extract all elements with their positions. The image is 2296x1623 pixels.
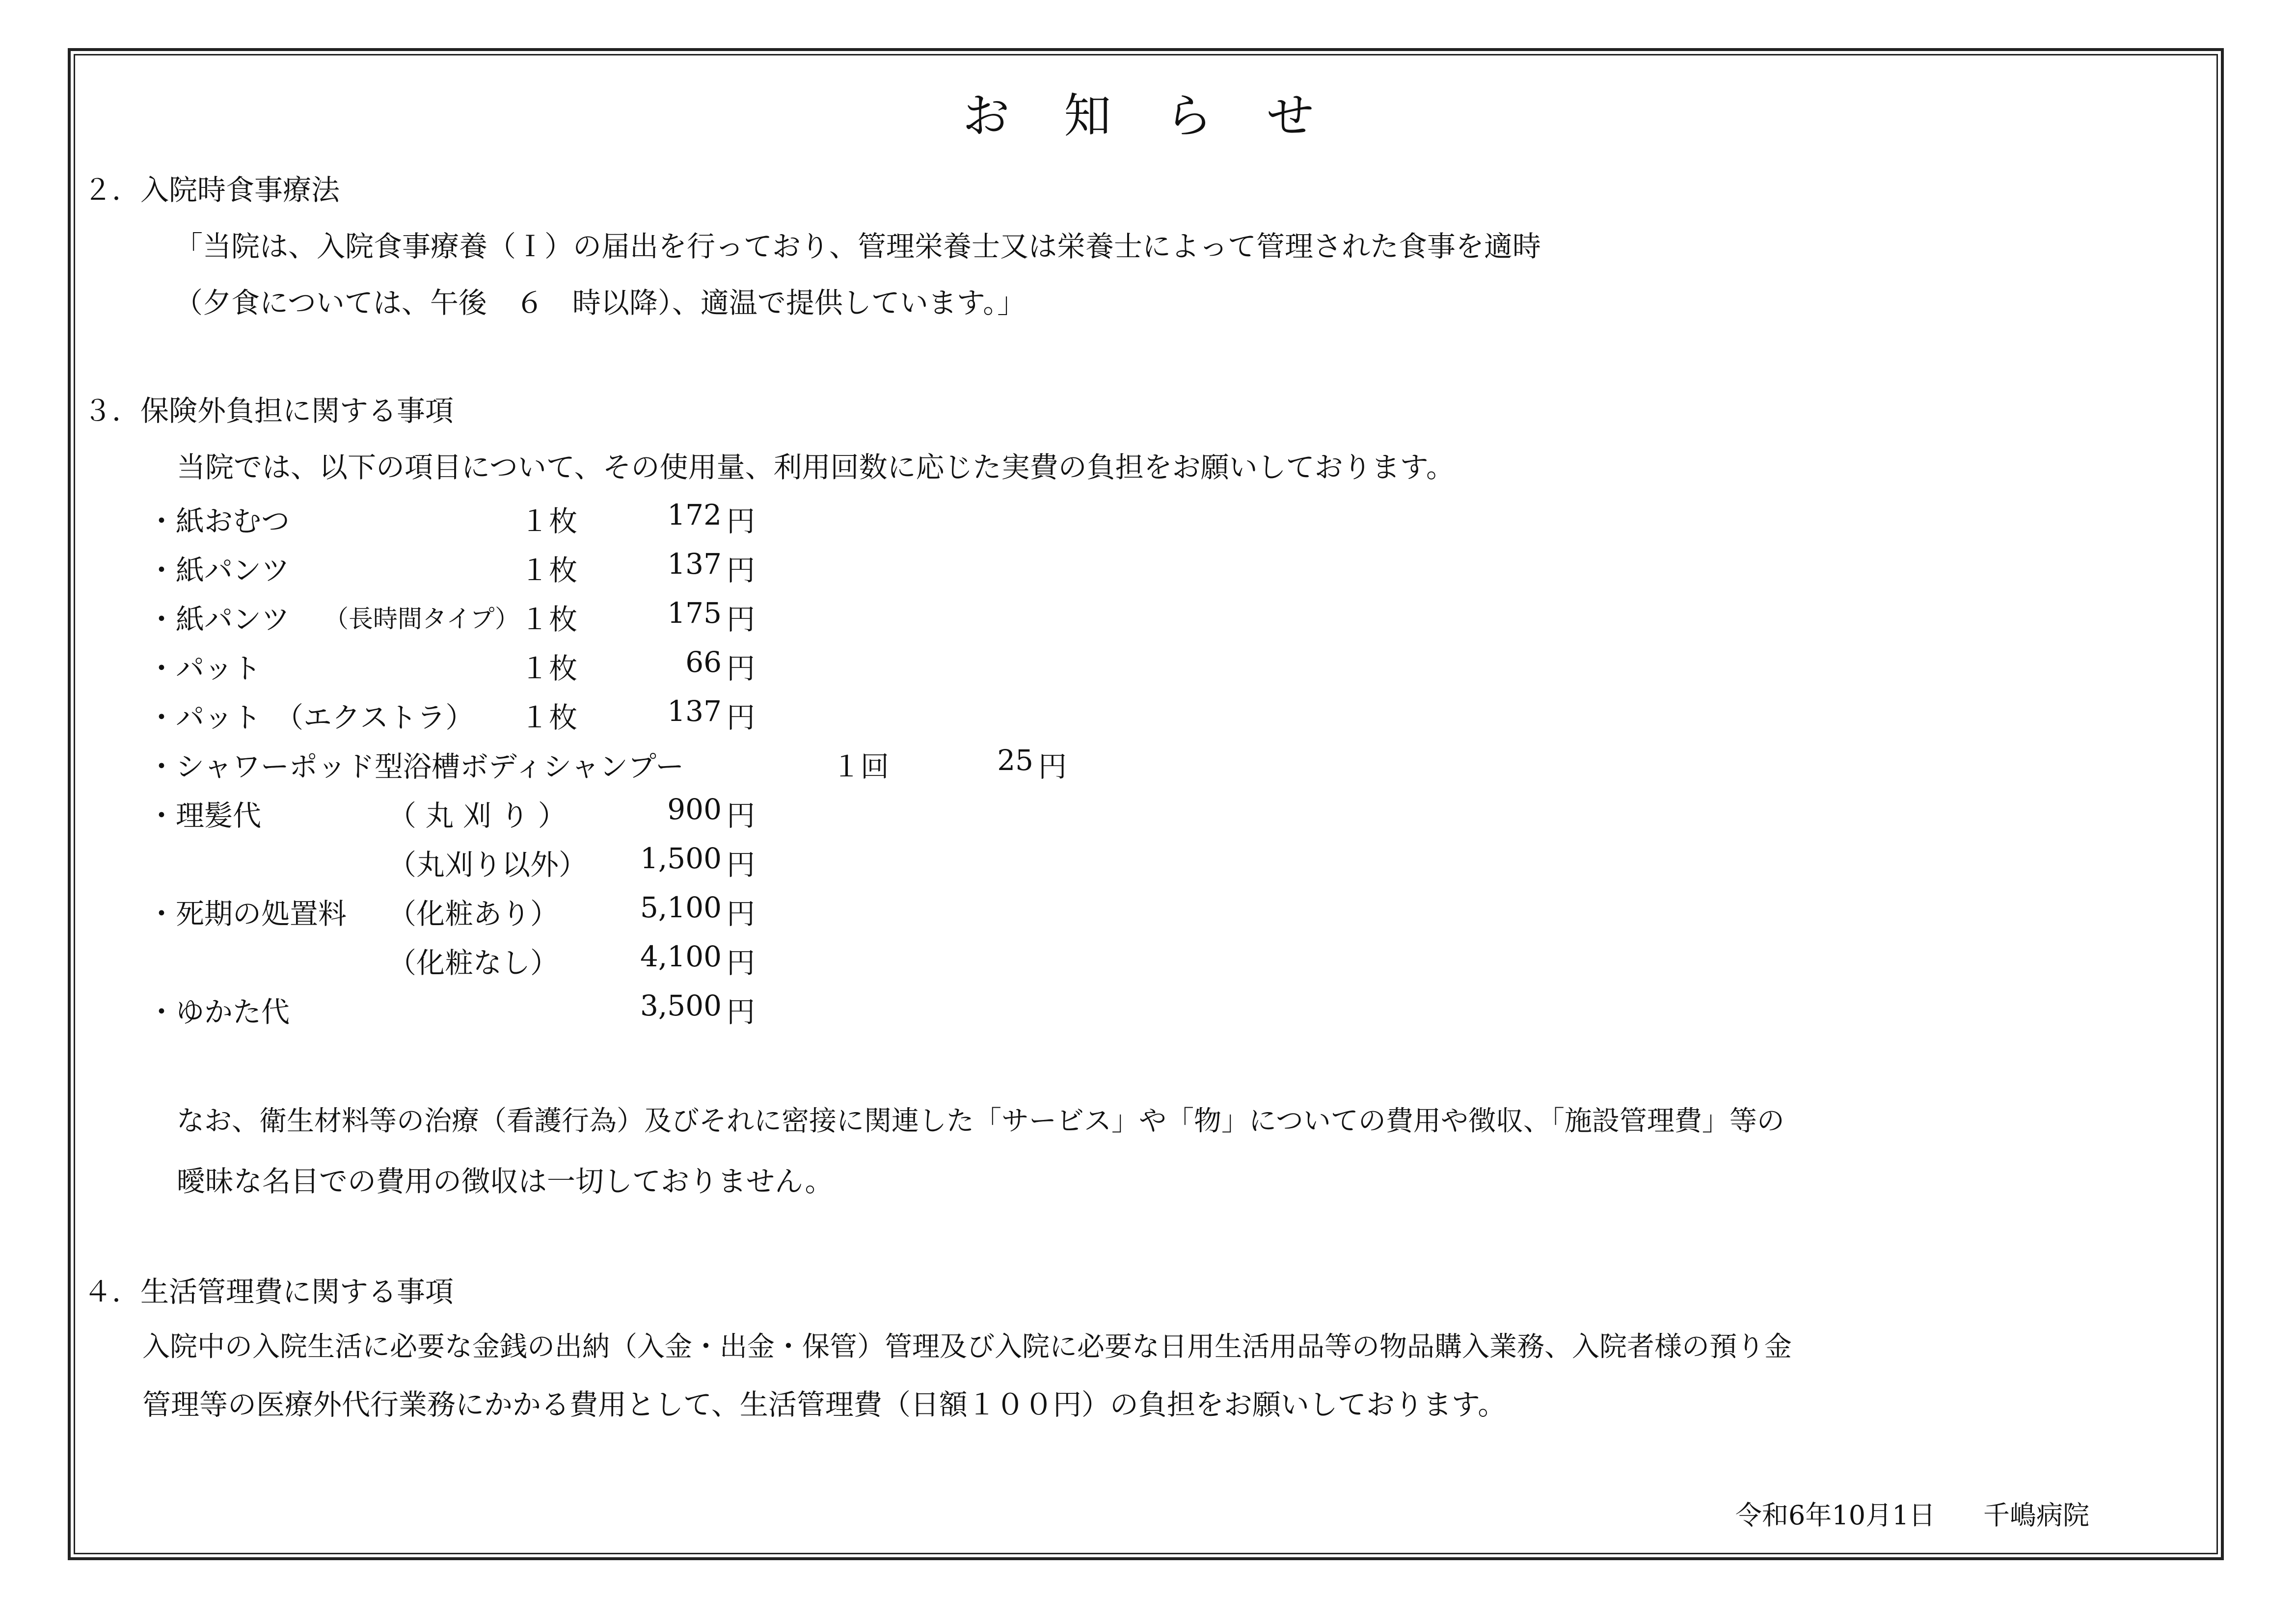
item-name: ・紙おむつ — [147, 505, 290, 538]
haircut-label: （丸刈り以外） — [388, 848, 588, 881]
notice-title: お 知 ら せ — [962, 88, 1334, 143]
section2-line1: 「当院は、入院食事療養（Ｉ）の届出を行っており、管理栄養士又は栄養士によって管理された食事を適時 — [174, 230, 1541, 263]
death-care-amount: 4,100 — [640, 940, 722, 973]
section2-heading: ２．入院時食事療法 — [83, 173, 340, 207]
item-yen: 円 — [727, 701, 756, 734]
item-amount: 137 — [667, 694, 722, 728]
haircut-yen: 円 — [727, 848, 756, 881]
death-care-label: （化粧あり） — [388, 897, 559, 931]
death-care-yen: 円 — [727, 946, 756, 980]
section4-heading: ４．生活管理費に関する事項 — [83, 1275, 454, 1308]
section3-heading: ３．保険外負担に関する事項 — [83, 394, 454, 427]
item-unit: １枚 — [520, 652, 578, 685]
death-care-yen: 円 — [727, 897, 756, 931]
shower-item-unit: １回 — [832, 750, 890, 783]
issue-date: 令和6年10月1日 — [1735, 1500, 1936, 1531]
section2-line2: （夕食については、午後 ６ 時以降）、適温で提供しています。」 — [174, 286, 1026, 319]
item-amount: 137 — [667, 547, 722, 581]
section3-intro: 当院では、以下の項目について、その使用量、利用回数に応じた実費の負担をお願いしております。 — [177, 451, 1455, 484]
shower-item-yen: 円 — [1038, 750, 1067, 783]
item-yen: 円 — [727, 505, 756, 538]
shower-item-name: ・シャワーポッド型浴槽ボディシャンプー — [147, 750, 684, 783]
death-care-item-name: ・死期の処置料 — [147, 897, 347, 931]
item-amount: 66 — [685, 645, 722, 679]
item-name: ・パット — [147, 652, 262, 685]
item-unit: １枚 — [520, 701, 578, 734]
item-unit: １枚 — [520, 554, 578, 587]
yukata-item-name: ・ゆかた代 — [147, 995, 290, 1029]
section4-line1: 入院中の入院生活に必要な金銭の出納（入金・出金・保管）管理及び入院に必要な日用生活用品等の物品購入業務、入院者様の預り金 — [142, 1331, 1792, 1363]
haircut-label: （ 丸 刈 り ） — [388, 799, 567, 832]
item-name: ・パット — [147, 701, 262, 734]
item-unit: １枚 — [520, 603, 578, 636]
yukata-yen: 円 — [727, 995, 756, 1029]
item-note: （長時間タイプ） — [324, 605, 519, 633]
section4-line2: 管理等の医療外代行業務にかかる費用として、生活管理費（日額１００円）の負担をお願いしております。 — [142, 1388, 1507, 1421]
haircut-item-name: ・理髪代 — [147, 799, 262, 832]
section3-note-line1: なお、衛生材料等の治療（看護行為）及びそれに密接に関連した「サービス」や「物」についての費用や徴収、「施設管理費」等の — [177, 1105, 1784, 1137]
item-note: （エクストラ） — [275, 701, 474, 734]
item-yen: 円 — [727, 554, 756, 587]
item-amount: 175 — [667, 596, 722, 630]
item-amount: 172 — [667, 498, 722, 532]
yukata-amount: 3,500 — [640, 989, 722, 1022]
hospital-name: 千嶋病院 — [1983, 1500, 2089, 1531]
item-name: ・紙パンツ — [147, 603, 290, 636]
death-care-amount: 5,100 — [640, 891, 722, 924]
haircut-amount: 1,500 — [640, 842, 722, 875]
item-name: ・紙パンツ — [147, 554, 290, 587]
death-care-label: （化粧なし） — [388, 946, 559, 980]
item-unit: １枚 — [520, 505, 578, 538]
item-yen: 円 — [727, 603, 756, 636]
haircut-amount: 900 — [667, 793, 722, 826]
shower-item-amount: 25 — [997, 744, 1033, 777]
item-yen: 円 — [727, 652, 756, 685]
haircut-yen: 円 — [727, 799, 756, 832]
section3-note-line2: 曖昧な名目での費用の徴収は一切しておりません。 — [177, 1165, 834, 1198]
